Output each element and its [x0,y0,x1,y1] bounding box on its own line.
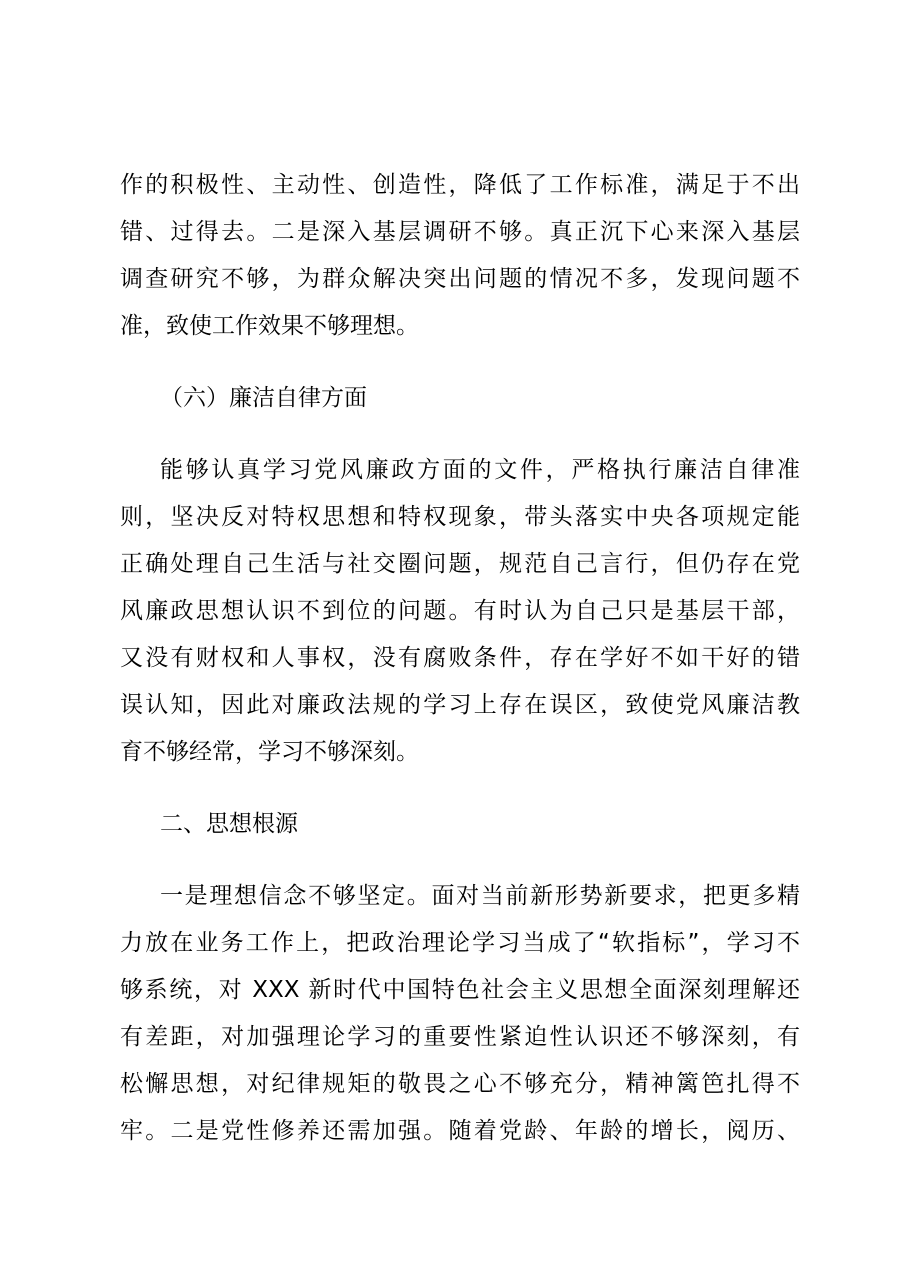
paragraph-line: 牢。二是党性修养还需加强。随着党龄、年龄的增长，阅历、 [120,1118,800,1144]
paragraph-line: 力放在业务工作上，把政治理论学习当成了“软指标”，学习不 [120,930,800,956]
section-heading-sixiang-genyuan: 二、思想根源 [160,811,298,837]
paragraph-line: 错、过得去。二是深入基层调研不够。真正沉下心来深入基层 [120,219,800,245]
paragraph-line: 调查研究不够，为群众解决突出问题的情况不多，发现问题不 [120,266,800,292]
paragraph-line: 又没有财权和人事权，没有腐败条件，存在学好不如干好的错 [120,645,800,671]
paragraph-line: 松懈思想，对纪律规矩的敬畏之心不够充分，精神篱笆扎得不 [120,1071,800,1097]
paragraph-line: 够系统，对 XXX 新时代中国特色社会主义思想全面深刻理解还 [120,977,800,1003]
paragraph-line: 风廉政思想认识不到位的问题。有时认为自己只是基层干部， [120,598,800,624]
paragraph-line: 有差距，对加强理论学习的重要性紧迫性认识还不够深刻，有 [120,1024,800,1050]
paragraph-line: 误认知，因此对廉政法规的学习上存在误区，致使党风廉洁教 [120,692,800,718]
paragraph-line: 育不够经常，学习不够深刻。 [120,739,419,765]
document-body [120,162,800,1155]
paragraph-line: 一是理想信念不够坚定。面对当前新形势新要求，把更多精 [160,883,800,909]
section-heading-lianjie: （六）廉洁自律方面 [160,385,367,411]
paragraph-line: 准，致使工作效果不够理想。 [120,313,419,339]
paragraph-line: 作的积极性、主动性、创造性，降低了工作标准，满足于不出 [120,172,800,198]
paragraph-line: 正确处理自己生活与社交圈问题，规范自己言行，但仍存在党 [120,551,800,577]
paragraph-line: 则，坚决反对特权思想和特权现象，带头落实中央各项规定能 [120,504,800,530]
paragraph-line: 能够认真学习党风廉政方面的文件，严格执行廉洁自律准 [160,457,800,483]
